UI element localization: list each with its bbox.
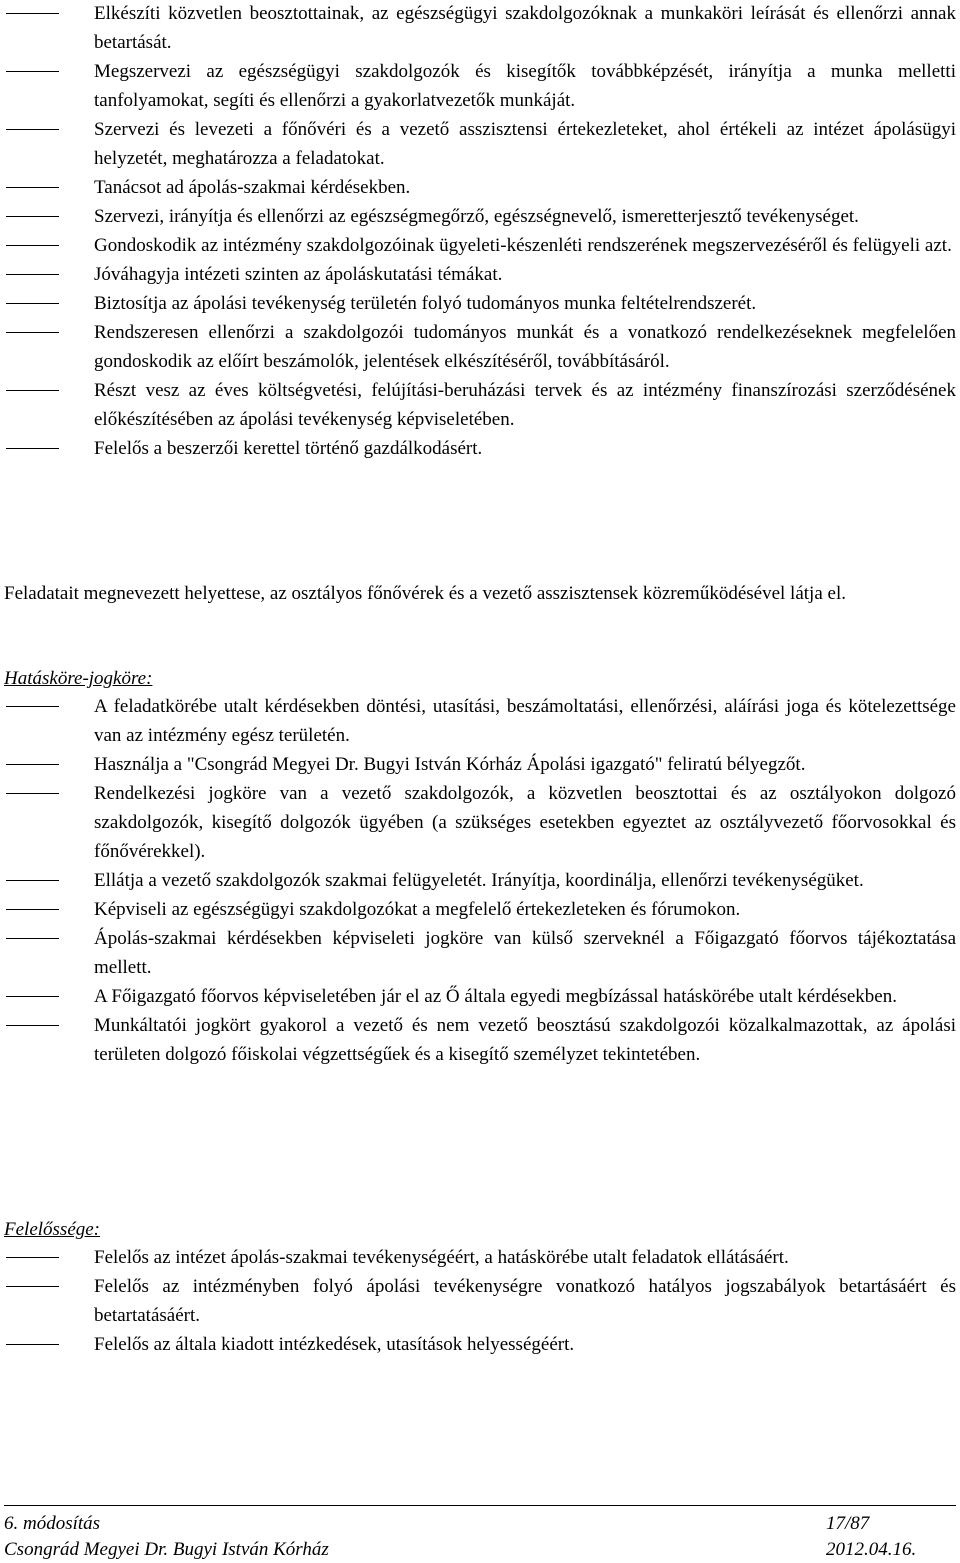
list-item: A Főigazgató főorvos képviseletében jár el az Ő általa egyedi megbízással hatáskörébe utalt kérdésekben. — [0, 982, 960, 1011]
list-item: Megszervezi az egészségügyi szakdolgozók és kisegítők továbbképzését, irányítja a munka melletti tanfolyamokat, segíti és ellenőrzi a gyakorlatvezetők munkáját. — [0, 57, 960, 115]
list-item: Biztosítja az ápolási tevékenység területén folyó tudományos munka feltételrendszerét. — [0, 289, 960, 318]
authority-heading: Hatásköre-jogköre: — [4, 668, 153, 689]
list-item: Ellátja a vezető szakdolgozók szakmai felügyeletét. Irányítja, koordinálja, ellenőrzi tevékenységüket. — [0, 866, 960, 895]
footer-institution: Csongrád Megyei Dr. Bugyi István Kórház — [4, 1539, 329, 1560]
list-item: Felelős az általa kiadott intézkedések, utasítások helyességéért. — [0, 1330, 960, 1359]
list-item: Rendelkezési jogköre van a vezető szakdolgozók, a közvetlen beosztottai és az osztályokon dolgozó szakdolgozók, kisegítő dolgozók ügyében (a szükséges esetekben egyeztet az osztályvezető főorvosokkal és főnővérekkel). — [0, 779, 960, 866]
list-item: Ápolás-szakmai kérdésekben képviseleti jogköre van külső szerveknél a Főigazgató főorvos tájékoztatása mellett. — [0, 924, 960, 982]
responsibility-list — [0, 1243, 960, 1359]
list-item: Használja a "Csongrád Megyei Dr. Bugyi István Kórház Ápolási igazgató" feliratú bélyegzőt. — [0, 750, 960, 779]
list-item: Gondoskodik az intézmény szakdolgozóinak ügyeleti-készenléti rendszerének megszervezéséről és felügyeli azt. — [0, 231, 960, 260]
list-item: Felelős az intézet ápolás-szakmai tevékenységéért, a hatáskörébe utalt feladatok ellátásáért. — [0, 1243, 960, 1272]
list-item: Rendszeresen ellenőrzi a szakdolgozói tudományos munkát és a vonatkozó rendelkezéseknek megfelelően gondoskodik az előírt beszámolók, jelentések elkészítéséről, továbbításáról. — [0, 318, 960, 376]
footer-page-number: 17/87 — [826, 1513, 870, 1534]
list-item: Tanácsot ad ápolás-szakmai kérdésekben. — [0, 173, 960, 202]
responsibility-heading: Felelőssége: — [4, 1219, 101, 1240]
duties-list — [0, 0, 960, 463]
list-item: Részt vesz az éves költségvetési, felújítási-beruházási tervek és az intézmény finanszírozási szerződésének előkészítésében az ápolási tevékenység képviseletében. — [0, 376, 960, 434]
list-item: Felelős a beszerzői kerettel történő gazdálkodásért. — [0, 434, 960, 463]
list-item: Munkáltatói jogkört gyakorol a vezető és nem vezető beosztású szakdolgozói közalkalmazottak, az ápolási területen dolgozó főiskolai végzettségűek és a kisegítő személyzet tekintetében. — [0, 1011, 960, 1069]
delegation-paragraph: Feladatait megnevezett helyettese, az osztályos főnővérek és a vezető asszisztensek közreműködésével látja el. — [4, 583, 846, 604]
list-item: Elkészíti közvetlen beosztottainak, az egészségügyi szakdolgozóknak a munkaköri leírását és ellenőrzi annak betartását. — [0, 0, 960, 57]
list-item: Felelős az intézményben folyó ápolási tevékenységre vonatkozó hatályos jogszabályok betartásáért és betartatásáért. — [0, 1272, 960, 1330]
authority-list — [0, 692, 960, 1069]
list-item: Jóváhagyja intézeti szinten az ápoláskutatási témákat. — [0, 260, 960, 289]
list-item: A feladatkörébe utalt kérdésekben döntési, utasítási, beszámoltatási, ellenőrzési, aláírási joga és kötelezettsége van az intézmény egész területén. — [0, 692, 960, 750]
list-item: Képviseli az egészségügyi szakdolgozókat a megfelelő értekezleteken és fórumokon. — [0, 895, 960, 924]
footer-revision: 6. módosítás — [4, 1513, 101, 1534]
footer-divider — [4, 1505, 956, 1506]
list-item: Szervezi és levezeti a főnővéri és a vezető asszisztensi értekezleteket, ahol értékeli az intézet ápolásügyi helyzetét, meghatározza a feladatokat. — [0, 115, 960, 173]
footer-date: 2012.04.16. — [826, 1539, 917, 1560]
list-item: Szervezi, irányítja és ellenőrzi az egészségmegőrző, egészségnevelő, ismeretterjesztő tevékenységet. — [0, 202, 960, 231]
